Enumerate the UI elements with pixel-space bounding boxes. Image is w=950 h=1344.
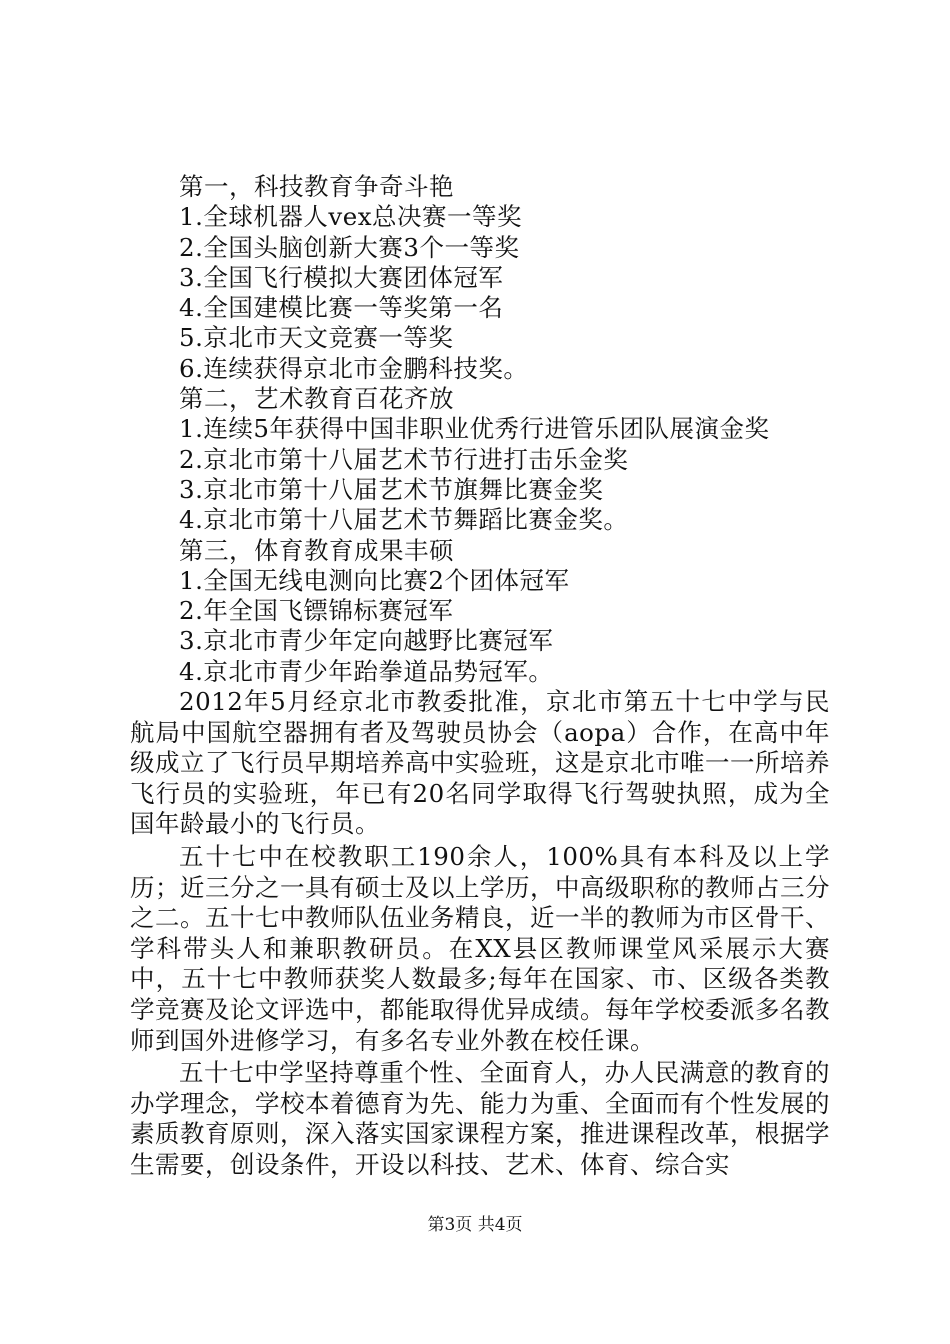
list-line: 2.全国头脑创新大赛3个一等奖 — [179, 232, 520, 262]
list-line: 2.年全国飞镖锦标赛冠军 — [179, 596, 454, 626]
paragraph-teaching-staff: 五十七中在校教职工190余人，100%具有本科及以上学历；近三分之一具有硕士及以上学历，中高级职称的教师占三分之二。五十七中教师队伍业务精良，近一半的教师为市区骨干、学科带头人和兼职教研员。在XX县区教师课堂风采展示大赛中，五十七中教师获奖人数最多;每年在国家、市、区级各类教学竞赛及论文评选中，都能取得优异成绩。每年学校委派多名教师到国外进修学习，有多名专业外教在校任课。 — [130, 842, 830, 1055]
paragraph-school-philosophy: 五十七中学坚持尊重个性、全面育人，办人民满意的教育的办学理念，学校本着德育为先、能力为重、全面而有个性发展的素质教育原则，深入落实国家课程方案，推进课程改革，根据学生需要，创设条件，开设以科技、艺术、体育、综合实 — [130, 1058, 830, 1179]
list-line: 第三，体育教育成果丰硕 — [179, 535, 454, 565]
list-line: 1.全球机器人vex总决赛一等奖 — [179, 202, 523, 232]
list-line: 3.全国飞行模拟大赛团体冠军 — [179, 262, 504, 292]
list-line: 第二，艺术教育百花齐放 — [179, 384, 454, 414]
list-line: 3.京北市第十八届艺术节旗舞比赛金奖 — [179, 474, 604, 504]
list-line: 1.全国无线电测向比赛2个团体冠军 — [179, 565, 570, 595]
list-line: 4.京北市青少年跆拳道品势冠军。 — [179, 656, 554, 686]
list-line: 第一，科技教育争奇斗艳 — [179, 172, 454, 201]
page-footer: 第3页 共4页 — [427, 1215, 523, 1235]
document-body — [130, 172, 830, 1181]
list-line: 6.连续获得京北市金鹏科技奖。 — [179, 353, 529, 383]
list-line: 4.全国建模比赛一等奖第一名 — [179, 293, 504, 323]
list-line: 5.京北市天文竞赛一等奖 — [179, 323, 454, 353]
list-line: 2.京北市第十八届艺术节行进打击乐金奖 — [179, 444, 629, 474]
paragraph-aopa-pilot-class: 2012年5月经京北市教委批准，京北市第五十七中学与民航局中国航空器拥有者及驾驶员协会（aopa）合作，在高中年级成立了飞行员早期培养高中实验班，这是京北市唯一一所培养飞行员的实验班，年已有20名同学取得飞行驾驶执照，成为全国年龄最小的飞行员。 — [130, 687, 830, 839]
list-line: 3.京北市青少年定向越野比赛冠军 — [179, 626, 554, 656]
list-line: 1.连续5年获得中国非职业优秀行进管乐团队展演金奖 — [179, 414, 770, 444]
list-line: 4.京北市第十八届艺术节舞蹈比赛金奖。 — [179, 505, 629, 535]
